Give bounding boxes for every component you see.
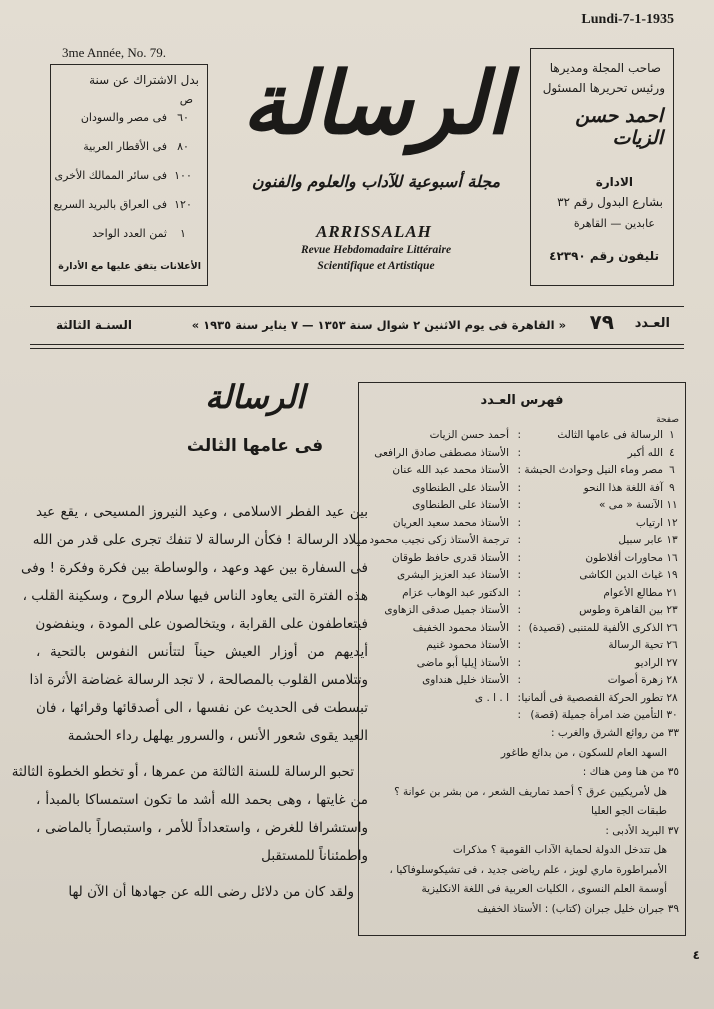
toc-entry-author: الأستاذ مصطفى صادق الرافعى bbox=[374, 446, 509, 459]
toc-entry-author: الأستاذ محمد سعيد العريان bbox=[392, 516, 509, 529]
toc-row bbox=[359, 429, 685, 446]
price-row bbox=[61, 140, 197, 160]
toc-row bbox=[359, 534, 685, 551]
price-row bbox=[53, 198, 197, 218]
address-line-2: عابدين — القاهرة bbox=[573, 217, 655, 230]
toc-extra-line: هل لأمريكيين عرق ؟ أحمد تماريف الشعر ، من بشر بن عوانة ؟ bbox=[394, 785, 667, 798]
toc-extra-list bbox=[359, 727, 685, 927]
toc-separator: : bbox=[517, 639, 521, 651]
toc-extra-line: أوسمة العلم النسوى ، الكليات العربية فى اللغة الانكليزية bbox=[421, 883, 667, 895]
toc-row bbox=[359, 499, 685, 516]
latin-title: ARRISSALAH bbox=[316, 222, 432, 241]
price-row bbox=[61, 111, 197, 131]
toc-box bbox=[358, 382, 686, 936]
toc-separator: : bbox=[517, 551, 521, 564]
subscription-box bbox=[50, 64, 208, 286]
subscription-title: بدل الاشتراك عن سنة bbox=[89, 73, 199, 87]
toc-separator: : bbox=[517, 464, 521, 476]
admin-label: الادارة bbox=[595, 175, 633, 189]
toc-entry-title: غياث الدين الكاشى bbox=[579, 569, 663, 581]
toc-entry-title: التأمين ضد امرأة جميلة (قصة) bbox=[530, 709, 663, 721]
masthead-subtitle: مجلة أسبوعية للآداب والعلوم والفنون bbox=[251, 172, 501, 191]
editor-signature: احمد حسن الزيات bbox=[575, 105, 663, 149]
toc-separator: : bbox=[517, 446, 521, 459]
article-line: وتتلامس القلوب بالمصالحة ، لا تجد الرسالة غضاضة الأثرة اذا bbox=[29, 672, 368, 688]
toc-entry-title: عابر سبيل bbox=[618, 534, 663, 546]
article-line: تحبو الرسالة للسنة الثالثة من عمرها ، أو تخطو الخطوة الثالثة bbox=[11, 764, 354, 780]
toc-page-number: ٢٦ bbox=[666, 621, 678, 634]
toc-entry-title: آفة اللغة هذا النحو bbox=[583, 481, 663, 494]
article-line: العيد يقوى شعور الأنس ، والسرور يهلهل رداء الحشمة bbox=[67, 728, 368, 744]
year-issue-label: 3me Année, No. 79. bbox=[62, 45, 166, 60]
toc-entry-author: الأستاذ على الطنطاوى bbox=[412, 499, 509, 511]
info-bar-top-rule bbox=[30, 306, 684, 307]
price-row bbox=[54, 169, 197, 189]
ads-note: الأعلانات يتفق عليها مع الأدارة bbox=[58, 261, 201, 272]
toc-entry-title: ارتياب bbox=[635, 516, 663, 529]
toc-separator: : bbox=[517, 656, 521, 669]
toc-extra-line: ٣٩ جبران خليل جبران (كتاب) : الأستاذ الخفيف bbox=[477, 902, 679, 915]
issue-label: العـدد bbox=[634, 316, 670, 331]
toc-page-number: ٢٨ bbox=[666, 691, 678, 704]
article-line: ميلاد الرسالة ! فكأن الرسالة لا تنفك تجرى على قدر من الله bbox=[32, 532, 368, 548]
toc-entry-author: الدكتور عبد الوهاب عزام bbox=[402, 586, 509, 599]
toc-page-number: ١ bbox=[669, 429, 675, 441]
toc-row bbox=[359, 709, 685, 726]
toc-entry-author: الأستاذ قدرى حافظ طوقان bbox=[392, 551, 509, 564]
toc-row bbox=[359, 569, 685, 586]
toc-row bbox=[359, 604, 685, 621]
article-line: واطمئناناً للمستقبل bbox=[261, 848, 368, 864]
toc-title: فهرس العـدد bbox=[480, 393, 564, 408]
price-region: ثمن العدد الواحد bbox=[92, 227, 167, 240]
article-line: أيديهم من أوزار العيش حيناً لتتأنس النفوس بالتحية ، bbox=[36, 644, 368, 660]
price-region: فى الأقطار العربية bbox=[83, 140, 167, 153]
article-line: فيتعاطفون على القرابة ، ويتخالصون على المودة ، وينفضون bbox=[35, 616, 368, 632]
issue-date: Lundi-7-1-1935 bbox=[581, 12, 674, 27]
toc-row bbox=[359, 447, 685, 464]
article-line: من غايتها ، وهى بحمد الله أشد ما تكون استمساكا بالمبدأ ، bbox=[36, 792, 368, 808]
info-bar-double-rule bbox=[30, 348, 684, 349]
toc-entry-author: الأستاذ خليل هنداوى bbox=[422, 674, 509, 686]
price-amount: ١٠٠ bbox=[174, 169, 192, 182]
issue-number: ٧٩ bbox=[589, 310, 614, 334]
toc-entry-title: الذكرى الألفية للمتنبى (قصيدة) bbox=[528, 621, 663, 634]
toc-page-number: ١٣ bbox=[666, 534, 678, 546]
toc-entry-title: بين القاهرة وطوس bbox=[579, 604, 663, 616]
toc-separator: : bbox=[517, 604, 521, 616]
article-line: ولقد كان من دلائل رضى الله عن جهادها أن الآن لها bbox=[68, 884, 354, 900]
toc-entry-author: الأستاذ إيليا أبو ماضى bbox=[416, 656, 509, 669]
price-amount: ١ bbox=[180, 227, 186, 240]
price-amount: ٦٠ bbox=[177, 111, 189, 124]
toc-row bbox=[359, 622, 685, 639]
toc-entry-author: ا . ا . ى bbox=[474, 691, 509, 704]
toc-page-number: ٢٧ bbox=[666, 656, 678, 669]
toc-extra-line: ٣٣ من روائع الشرق والغرب : bbox=[550, 727, 679, 739]
toc-page-number: ٩ bbox=[669, 481, 675, 494]
article-line: واستشرافا للغرض ، واستعداداً للأمر ، واستبصاراً بالماضى ، bbox=[36, 820, 368, 836]
toc-extra-line: الأمبراطورة ماري لويز ، علم رياضى جديد ، فى تشيكوسلوفاكيا ، bbox=[389, 863, 667, 876]
toc-separator: : bbox=[517, 691, 521, 704]
toc-separator: : bbox=[517, 674, 521, 686]
toc-extra-line: السهد العام للسكون ، من بدائع طاغور bbox=[500, 746, 667, 759]
subscription-unit: ص bbox=[179, 93, 193, 106]
toc-row bbox=[359, 482, 685, 499]
toc-extra-line: طبقات الجو العليا bbox=[591, 805, 667, 817]
toc-entry-title: الرسالة فى عامها الثالث bbox=[557, 429, 663, 441]
toc-entry-title: الله أكبر bbox=[627, 446, 663, 459]
toc-row bbox=[359, 464, 685, 481]
price-region: فى العراق بالبريد السريع bbox=[53, 198, 167, 211]
masthead-logo: الرسالة bbox=[241, 53, 511, 154]
latin-subtitle-1: Revue Hebdomadaire Littéraire bbox=[300, 244, 452, 256]
toc-entry-title: تطور الحركة القصصية فى ألمانيا bbox=[521, 691, 663, 704]
article-line: بين عيد الفطر الاسلامى ، وعيد النيروز المسيحى ، يقع عيد bbox=[36, 504, 368, 520]
owner-line-1: صاحب المجلة ومديرها bbox=[549, 61, 661, 75]
toc-extra-line: ٣٧ البريد الأدبى : bbox=[605, 824, 679, 837]
toc-separator: : bbox=[517, 569, 521, 581]
toc-entry-author: الأستاذ محمود الخفيف bbox=[412, 621, 509, 634]
toc-entry-title: الآنسة « مى » bbox=[598, 499, 663, 511]
toc-page-number: ٢٣ bbox=[666, 604, 678, 616]
toc-extra-line: ٣٥ من هنا ومن هناك : bbox=[582, 766, 679, 778]
address-line-1: بشارع البدول رقم ٣٢ bbox=[557, 195, 663, 209]
toc-entry-title: زهرة أصوات bbox=[607, 674, 663, 686]
toc-entry-author: ترجمة الأستاذ زكى نجيب محمود bbox=[369, 534, 509, 546]
toc-page-number: ٢٦ bbox=[666, 639, 678, 651]
article-line: هذه الفترة التى يعاود الناس فيها سلام الروح ، وسكينة القلب ، bbox=[22, 588, 368, 604]
toc-page-number: ٦ bbox=[669, 464, 675, 476]
article-line: فى السفارة بين عهد وعهد ، والوساطة بين فكرة وفكرة ! وفى bbox=[21, 560, 368, 576]
toc-page-number: ١٩ bbox=[666, 569, 678, 581]
toc-page-number: ٤ bbox=[669, 446, 675, 459]
toc-page-header: صفحة bbox=[656, 415, 679, 425]
volume-year: السنـة الثالثة bbox=[56, 318, 132, 332]
page-number: ٤ bbox=[692, 948, 700, 962]
toc-entry-title: تحية الرسالة bbox=[608, 639, 663, 651]
publication-date: « القاهرة فى يوم الاثنين ٢ شوال سنة ١٣٥٣ — ٧ يناير سنة ١٩٣٥ » bbox=[191, 318, 566, 332]
latin-subtitle-2: Scientifique et Artistique bbox=[317, 260, 435, 272]
owner-line-2: ورئيس تحريرها المسئول bbox=[542, 81, 665, 95]
info-bar-bottom-rule bbox=[30, 344, 684, 345]
toc-entry-author: أحمد حسن الزيات bbox=[429, 429, 509, 441]
toc-separator: : bbox=[517, 586, 521, 599]
toc-page-number: ١١ bbox=[666, 499, 678, 511]
toc-separator: : bbox=[517, 709, 521, 721]
article-body bbox=[11, 504, 368, 964]
toc-page-number: ١٦ bbox=[666, 551, 678, 564]
toc-separator: : bbox=[517, 534, 521, 546]
phone-number: تليفون رقم ٤٢٣٩٠ bbox=[549, 249, 659, 263]
toc-entry-author: الأستاذ على الطنطاوى bbox=[412, 481, 509, 494]
toc-separator: : bbox=[517, 621, 521, 634]
toc-entry-title: محاورات أفلاطون bbox=[585, 551, 663, 564]
price-region: فى مصر والسودان bbox=[80, 111, 167, 124]
toc-page-number: ٢١ bbox=[666, 586, 678, 599]
toc-separator: : bbox=[517, 499, 521, 511]
toc-entry-author: الأستاذ محمود غنيم bbox=[426, 639, 509, 651]
toc-row bbox=[359, 639, 685, 656]
price-list bbox=[51, 111, 207, 261]
toc-separator: : bbox=[517, 481, 521, 494]
toc-extra-line: هل تتدخل الدولة لحماية الآداب القومية ؟ مذكرات bbox=[452, 844, 667, 856]
article-line: تبسطت فى الحديث عن نفسها ، الى أصدقائها وقرائها ، فان bbox=[36, 700, 368, 716]
toc-page-number: ٣٠ bbox=[666, 709, 678, 721]
toc-entry-title: مصر وماء النيل وحوادث الحبشة bbox=[524, 464, 663, 476]
toc-row bbox=[359, 674, 685, 691]
article-logo: الرسالة bbox=[205, 378, 305, 416]
toc-entry-title: الراديو bbox=[635, 656, 663, 669]
toc-entry-title: مطالع الأعوام bbox=[603, 586, 663, 599]
toc-separator: : bbox=[517, 429, 521, 441]
toc-page-number: ١٢ bbox=[666, 516, 678, 529]
toc-row bbox=[359, 657, 685, 674]
toc-row bbox=[359, 552, 685, 569]
toc-page-number: ٢٨ bbox=[666, 674, 678, 686]
toc-row bbox=[359, 517, 685, 534]
article-title: فى عامها الثالث bbox=[186, 436, 324, 456]
toc-entry-author: الأستاذ محمد عبد الله عنان bbox=[392, 464, 509, 476]
toc-entry-author: الأستاذ جميل صدقى الزهاوى bbox=[384, 604, 509, 616]
owner-box bbox=[530, 48, 674, 286]
toc-list bbox=[359, 429, 685, 729]
toc-row bbox=[359, 692, 685, 709]
price-amount: ٨٠ bbox=[177, 140, 189, 153]
price-region: فى سائر الممالك الأخرى bbox=[54, 169, 167, 182]
toc-entry-author: الأستاذ عبد العزيز البشرى bbox=[396, 569, 509, 581]
toc-separator: : bbox=[517, 516, 521, 529]
toc-row bbox=[359, 587, 685, 604]
price-amount: ١٢٠ bbox=[174, 198, 192, 211]
price-row bbox=[61, 227, 197, 247]
